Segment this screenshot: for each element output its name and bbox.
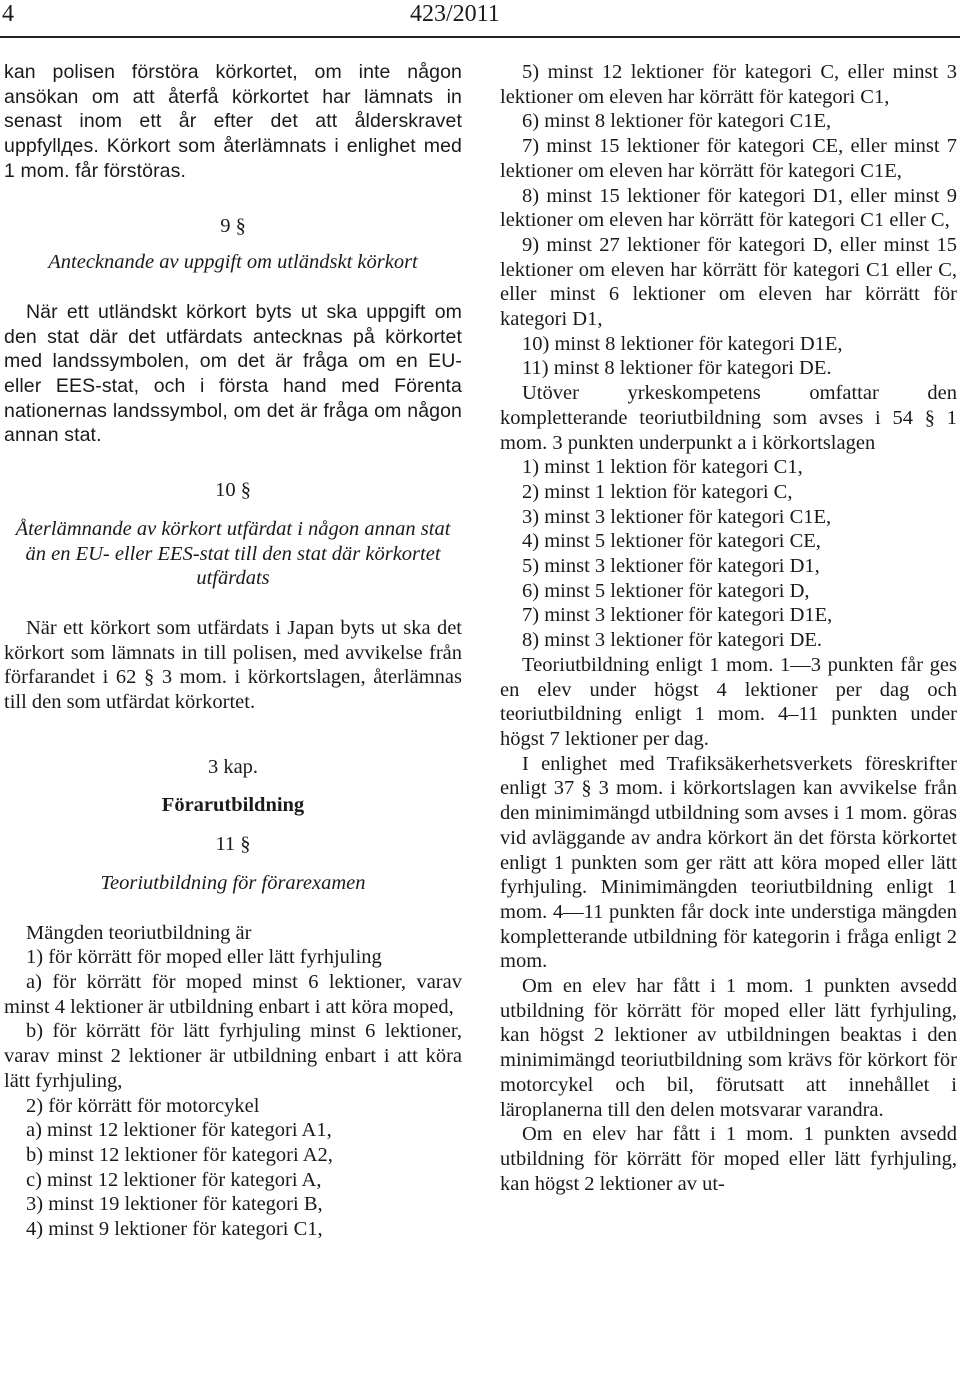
page-number: 4 <box>2 1 14 27</box>
list-a-item: 6) minst 8 lektioner för kategori C1E, <box>522 110 832 133</box>
section-11-line: a) minst 12 lektioner för kategori A1, <box>26 1119 332 1142</box>
list-b-item: 8) minst 3 lektioner för kategori DE. <box>522 629 823 652</box>
yrkeskompetens-paragraph: Utöver yrkeskompetens omfattar den kompletterande teoriutbildning som avses i 54 § 1 mom. 3 punkten underpunkt a i körkortslagen <box>500 382 957 454</box>
list-b-item: 2) minst 1 lektion för kategori C, <box>522 480 793 503</box>
page-header <box>0 0 960 40</box>
list-b-item: 6) minst 5 lektioner för kategori D, <box>522 579 810 602</box>
list-a-item: 8) minst 15 lektioner för kategori D1, eller minst 9 lektioner om eleven har körrätt för kategori C1 eller C, <box>500 184 957 232</box>
list-a-item: 10) minst 8 lektioner för kategori D1E, <box>522 332 843 355</box>
list-b-item: 5) minst 3 lektioner för kategori D1, <box>522 555 820 578</box>
teoriutbildning-paragraph: Teoriutbildning enligt 1 mom. 1—3 punkten får ges en elev under högst 4 lektioner per dag och teoriutbildning enligt 1 mom. 4–11 punkten under högst 7 lektioner per dag. <box>500 653 957 750</box>
list-b-item: 1) minst 1 lektion för kategori C1, <box>522 456 803 479</box>
section-11-line: 1) för körrätt för moped eller lätt fyrhjuling <box>26 946 382 969</box>
right-column <box>500 60 957 1196</box>
section-11-line: a) för körrätt för moped minst 6 lektioner, varav minst 4 lektioner är utbildning enbart i att köra moped, <box>4 970 462 1018</box>
chapter-title: Förarutbildning <box>161 794 305 817</box>
elev-paragraph-1: Om en elev har fått i 1 mom. 1 punkten avsedd utbildning för körrätt för moped eller lätt fyrhjuling, kan högst 2 lektioner av utbildningen beaktas i den minimimängd teoriutbildning som krävs för körkort för motorcykel och bil, förutsatt att innehållet i läroplanerna till den delen motsvarar varandra. <box>500 975 957 1121</box>
elev-paragraph-2: Om en elev har fått i 1 mom. 1 punkten avsedd utbildning för körrätt för moped eller lätt fyrhjuling, kan högst 2 lektioner av ut- <box>500 1123 957 1195</box>
list-b-item: 3) minst 3 lektioner för kategori C1E, <box>522 505 832 528</box>
section-9-body: När ett utländskt körkort byts ut ska uppgift om den stat där det utfärdats antecknas på körkortet med landssymbolen, om det är fråga om en EU- eller EES-stat, och i första hand med Förenta nationernas landssymbol, om det är fråga om någon annan stat. <box>4 300 462 447</box>
document-reference: 423/2011 <box>410 1 500 27</box>
section-9-number: 9 § <box>220 214 246 237</box>
list-a-item: 9) minst 27 lektioner för kategori D, eller minst 15 lektioner om eleven har körrätt för kategori C1 eller C, eller minst 6 lektioner om eleven har körrätt för kategori D1, <box>500 233 957 331</box>
list-b-item: 4) minst 5 lektioner för kategori CE, <box>522 530 821 553</box>
section-11-line: b) för körrätt för lätt fyrhjuling minst 6 lektioner, varav minst 2 lektioner är utbildning enbart i att köra lätt fyrhjuling, <box>4 1020 462 1092</box>
section-10-number: 10 § <box>215 479 251 502</box>
section-11-line: 4) minst 9 lektioner för kategori C1, <box>26 1218 323 1241</box>
intro-paragraph: kan polisen förstöra körkortet, om inte någon ansökan om att återfå körkortet har lämnats in senast inom ett år efter det att ålderskravet uppfyllдes. Körkort som återlämnats i enlighet med 1 mom. får förstöras. <box>4 61 462 182</box>
section-11-line: 2) för körrätt för motorcykel <box>26 1094 260 1117</box>
section-9-title: Antecknande av uppgift om utländskt körkort <box>48 251 418 274</box>
section-11-line: 3) minst 19 lektioner för kategori B, <box>26 1193 323 1216</box>
section-11-line: c) minst 12 lektioner för kategori A, <box>26 1168 322 1191</box>
section-10-title: Återlämnande av körkort utfärdat i någon annan stat än en EU- eller EES-stat till den stat där körkortet utfärdats <box>15 517 451 590</box>
section-11-line: Mängden teoriutbildning är <box>26 921 252 944</box>
list-a-item: 5) minst 12 lektioner för kategori C, eller minst 3 lektioner om eleven har körrätt för kategori C1, <box>500 61 957 108</box>
chapter-number: 3 kap. <box>207 755 259 778</box>
list-a-item: 11) minst 8 lektioner för kategori DE. <box>522 357 832 380</box>
left-column <box>4 60 462 1242</box>
trafiksakerhet-paragraph: I enlighet med Trafiksäkerhetsverkets föreskrifter enligt 37 § 3 mom. i körkortslagen kan avvikelse från den minimimängd utbildning som avses i 1 mom. göras vid avläggande av andra körkort än det första körkortet enligt 1 punkten som ger rätt att köra moped eller lätt fyrhjuling. Minimimängden teoriutbildning enligt 1 mom. 4—11 punkten får dock inte understiga mängden kompletterande utbildning för kategorin i fråga enligt 2 mom. <box>500 752 957 973</box>
list-a-item: 7) minst 15 lektioner för kategori CE, eller minst 7 lektioner om eleven har körrätt för kategori C1E, <box>500 135 957 182</box>
section-10-body: När ett körkort som utfärdats i Japan byts ut ska det körkort som lämnats in till polisen, med avvikelse från förfarandet i 62 § 3 mom. i körkortslagen, återlämnas till den som utfärdat körkortet. <box>4 616 462 714</box>
list-b-item: 7) minst 3 lektioner för kategori D1E, <box>522 604 833 627</box>
header-rule <box>0 36 960 38</box>
section-11-title: Teoriutbildning för förarexamen <box>100 871 366 894</box>
section-11-number: 11 § <box>215 833 251 856</box>
section-11-line: b) minst 12 lektioner för kategori A2, <box>26 1143 333 1166</box>
